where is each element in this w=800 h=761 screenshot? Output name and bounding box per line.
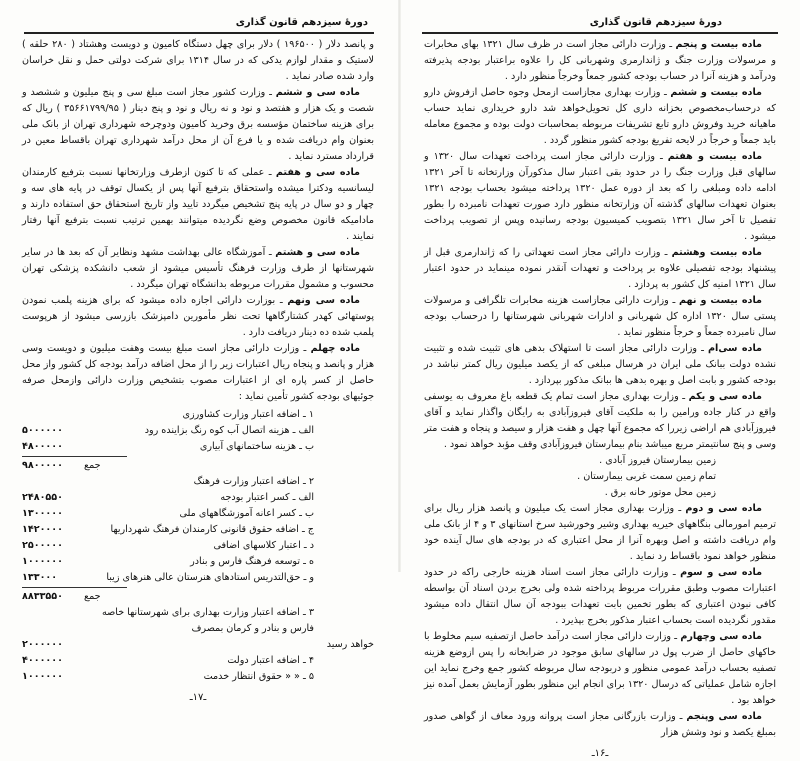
budget-amount: ۱۳۳۰۰۰ xyxy=(22,572,58,583)
budget-amount: ۹۸۰۰۰۰۰ xyxy=(22,460,63,471)
budget-row xyxy=(22,653,374,669)
article-body: ـ وزارت کشور مجاز است مبلغ سی و پنج میلیون و ششصد و شصت و یک هزار و هفتصد و نود و نه ریال و نود و پنج دینار ( ۳۵۶۶۱۷۹۹/۹۵ ) ریال که برای هزینه ساختمان مؤسسه برق وخرید کامیون ودوچرخه شهرداری تهران از بانک ملی بعنوان وام دریافت شده و یا فرع آن از محل درآمد شهرداری تهران باقساط معین در قرارداد مسترد نماید . xyxy=(22,87,374,162)
header-rule xyxy=(422,32,778,34)
budget-label: جمع xyxy=(84,460,101,471)
budget-row xyxy=(22,538,374,554)
article-heading: ماده سی و دوم xyxy=(685,503,762,514)
budget-list xyxy=(22,407,374,685)
running-head: دورهٔ سیزدهم قانون گذاری xyxy=(589,17,722,28)
article-heading: ماده سی و ششم xyxy=(275,87,360,98)
article-paragraph xyxy=(424,245,776,293)
article-body: ـ وزارت دارائی مجاز است درآمد حاصل ازتصفیه سیم مخلوط با خاکهای حاصل از ضرب پول در سالهای سابق موجود در ضرابخانه را پس ازوضع هزینه تصفیه بحساب درآمد عمومی منظور و دربودجه سال مربوطه کشور جمع وخرج نماید این اجازه شامل عملیاتی که درسال ۱۳۲۰ برای انجام این منظور بطور آزمایش بعمل آمده نیز خواهد بود . xyxy=(424,631,776,706)
budget-label: خواهد رسید xyxy=(326,639,374,650)
budget-amount: ۲۵۰۰۰۰۰ xyxy=(22,540,63,551)
left-paragraphs xyxy=(22,37,374,405)
land-list-item: زمین بیمارستان فیروز آبادی . xyxy=(599,455,716,466)
article-body: ـ وزارت بهداری مجازاست ازمحل وجوه حاصل ازفروش دارو که درحساب‌مخصوص بخزانه داری کل تحویل‌خواهد شد دارو خریداری نماید حساب ماهیانه خرید وفروش دارو تابع تشریفات مربوطه بمحاسبات دولت بوده و مجموع معامله باید جمعاً و خرجاً در لایحه تفریغ بودجه کشور منظور گردد . xyxy=(424,87,776,146)
article-heading: ماده سی و هشتم xyxy=(275,247,360,258)
article-body: ـ وزارت دارائی مجاز است تا استهلاک بدهی های تثبیت شده و تثبیت نشده دولت ببانک ملی ایران در هرسال مبلغی که از یکصد میلیون ریال کمتر نباشد در بودجه کشور و بابت اصل و بهره بدهی ها ببانک مذکور بپردازد . xyxy=(424,343,776,386)
article-heading: ماده سی وچهارم xyxy=(680,631,762,642)
budget-amount: ۵۰۰۰۰۰۰ xyxy=(22,425,63,436)
budget-label: الف ـ کسر اعتبار بودجه xyxy=(220,492,314,503)
budget-row xyxy=(22,637,374,653)
left-page xyxy=(0,0,400,703)
article-body: ـ عملی که تا کنون ازطرف وزارتخانها نسبت بترفیع کارمندان لیسانسیه ودکترا میشده واستحقاق بترفیع آنها پس از یکسال توقف در پایه های سه و چهار و دو سال در پایه پنج تشخیص میگردد تایید واز تاریخ استحقاق حق استفاده دارند و مادامیکه قانون مخصوص وضع نگردیده میتوانند بهمین ترتیب نسبت بترفیع آنها رفتار نمایند . xyxy=(22,167,374,242)
budget-amount: ۴۰۰۰۰۰۰ xyxy=(22,655,63,666)
article-paragraph xyxy=(22,37,374,85)
article-heading: ماده سی‌ام xyxy=(708,343,762,354)
header-rule xyxy=(24,32,374,34)
right-paragraphs xyxy=(424,37,776,741)
budget-label: ۲ ـ اضافه اعتبار وزارت فرهنگ xyxy=(193,476,314,487)
article-heading: ماده بیست وهشتم xyxy=(671,247,762,258)
article-paragraph xyxy=(424,629,776,709)
right-page xyxy=(400,0,800,759)
budget-amount: ۱۴۲۰۰۰۰ xyxy=(22,524,63,535)
budget-amount: ۱۰۰۰۰۰۰ xyxy=(22,556,63,567)
sum-rule xyxy=(22,456,127,457)
article-heading: ماده سی و سوم xyxy=(680,567,763,578)
article-body: ـ وزارت دارائی مجاز است اسناد هزینه خارجی راکه در حدود اعتبارات مصوب وطبق مقررات مربوط پرداخته شده ولی بخرج بردن اسناد آن بواسطه کافی نبودن اعتباری که بطور تخمین بابت تعهدات ببودجه آن سال انتقال داده میشود مقدور نگردیده است بحساب اعتبار مذکور بخرج بپذیرد . xyxy=(424,567,776,626)
budget-row xyxy=(22,605,374,637)
page-number: ـ۱۶ـ xyxy=(591,748,609,759)
article-paragraph xyxy=(424,389,776,453)
budget-row xyxy=(22,407,374,423)
budget-amount: ۸۸۳۳۵۵۰ xyxy=(22,591,63,602)
left-text-column xyxy=(22,37,374,705)
page-number: ـ۱۷ـ xyxy=(189,692,207,703)
article-paragraph xyxy=(424,37,776,85)
land-list-item: زمین محل موتور خانه برق . xyxy=(604,487,716,498)
article-body: ـ آموزشگاه عالی بهداشت مشهد ونظایر آن که بعد ها در سایر شهرستانها از طرف وزارت فرهنگ تأسیس میشود از شعب دانشکده پزشکی تهران محسوب و مشمول مقررات مربوطه بدانشگاه تهران میگردد . xyxy=(22,247,374,290)
budget-row xyxy=(22,669,374,685)
article-body: ـ وزارت دارائی مجاز است پرداخت تعهدات سال ۱۳۲۰ و سالهای قبل وزارت جنگ را در حدود بقی اعتبار سال مذکورآن وزارتخانه تا آخر ۱۳۲۱ ادامه داده ومبلغی را که بعد از دوره عمل ۱۳۲۰ پرداخته میشود بحساب بودجه ۱۳۲۱ بعنوان تعهدات سالهای گذشته آن وزارتخانه منظور دارد صورت تعهدات نامبرده را بطور تفصیل تا آخر سال ۱۳۲۱ بتصویب کمیسیون بودجه رسانیده وپس از تصویب پرداخت میشود . xyxy=(424,151,777,242)
article-body: ـ بوزارت دارائی اجازه داده میشود که برای هزینه پلمب نمودن پوستهائی کهدر کشتارگاهها تحت نظر مأمورین دامپزشک بازرسی میشود از هرپوست پلمب شده ده دینار دریافت دارد . xyxy=(22,295,374,338)
budget-label: ب ـ کسر اعانه آموزشگاههای ملی xyxy=(179,508,314,519)
budget-label: ۱ ـ اضافه اعتبار وزارت کشاورزی xyxy=(182,409,314,420)
article-heading: ماده سی ونهم xyxy=(287,295,360,306)
budget-amount: ۱۰۰۰۰۰۰ xyxy=(22,671,63,682)
budget-row xyxy=(22,506,374,522)
article-paragraph xyxy=(22,245,374,293)
article-paragraph xyxy=(22,341,374,405)
article-paragraph xyxy=(424,341,776,389)
article-paragraph xyxy=(22,85,374,165)
budget-label: ۴ ـ اضافه اعتبار دولت xyxy=(227,655,314,666)
budget-row xyxy=(22,490,374,506)
budget-amount: ۱۳۰۰۰۰۰ xyxy=(22,508,63,519)
article-heading: ماده بیست و هفتم xyxy=(667,151,763,162)
article-paragraph xyxy=(424,501,776,565)
article-body: ـ وزارت بهداری مجاز است تمام یک قطعه باغ معروف به یوسفی واقع در کنار جاده ورامین را به ملکیت آقای فیروزآبادی به رایگان واگذار نماید و آقای فیروزآبادی هم اراضی زیررا که مجموع آنها چهل و هفت هزار و سیصد و پنجاه و هفت متر وسی و پنج سانتیمتر مربع میباشد بنام بیمارستان فیروزآبادی وقف مؤبد خواهد نمود . xyxy=(424,391,776,450)
budget-label: ۵ ـ « « حقوق انتظار خدمت xyxy=(203,671,314,682)
right-text-column xyxy=(424,37,776,761)
article-body: ـ وزارت دارائی مجازاست هزینه مخابرات تلگرافی و مرسولات پستی سال ۱۳۲۰ اداره کل شهربانی و ادارات شهربانی شهرستانها را درحساب بودجه سال نامبرده جمعاً و خرجاً منظور نماید . xyxy=(424,295,776,338)
budget-row xyxy=(22,474,374,490)
article-paragraph xyxy=(424,293,776,341)
article-heading: ماده بیست و پنجم xyxy=(675,39,762,50)
sum-rule xyxy=(22,587,127,588)
budget-row xyxy=(22,522,374,538)
article-heading: ماده سی وپنجم xyxy=(686,711,762,722)
article-body: ـ وزارت دارائی مجاز است تعهداتی را که ژاندارمری قبل از پیشنهاد بودجه تفصیلی علاوه بر پرداخت و تعهدات آنقدر نموده مینماید در حدود اعتبار سال ۱۳۲۱ امنیه کل کشور به پردازد . xyxy=(424,247,776,290)
budget-label: ه ـ توسعه فرهنگ فارس و بنادر xyxy=(190,556,314,567)
budget-label: الف ـ هزینه اتصال آب کوه رنگ بزاینده رود xyxy=(144,425,314,436)
article-body: ـ وزارت بازرگانی مجاز است پروانه ورود معاف از گواهی صدور بمبلغ یکصد و نود وشش هزار xyxy=(424,711,776,738)
article-heading: ماده بیست و ششم xyxy=(670,87,762,98)
article-paragraph xyxy=(22,165,374,245)
budget-label: ب ـ هزینه ساختمانهای آبیاری xyxy=(199,441,314,452)
article-heading: ماده بیست و نهم xyxy=(678,295,762,306)
article-body: ـ وزارت بهداری مجاز است یک میلیون و پانصد هزار ریال برای ترمیم امورمالی بنگاههای خیریه بهداری وشیر وخورشید سرخ استانهای ۳ و ۴ از بانک ملی وام دریافت داشته و اصل وبهره آنرا از محل اعتباری که در بودجه های سال آینده خود منظور خواهد نمود باقساط رد نماید . xyxy=(424,503,777,562)
article-heading: ماده سی و هفتم xyxy=(275,167,361,178)
budget-row xyxy=(22,423,374,439)
budget-amount: ۲۴۸۰۵۵۰ xyxy=(22,492,63,503)
article-body: و پانصد دلار ( ۱۹۶۵۰۰ ) دلار برای چهل دستگاه کامیون و دویست وهشتاد ( ۲۸۰ حلقه ) لاستیک و مقدار لوازم یدکی که در سال ۱۳۱۴ برای شرکت دولتی حمل و نقل خراسان وارد شده صادر نماید . xyxy=(22,39,374,82)
budget-row xyxy=(22,554,374,570)
budget-total-row xyxy=(22,458,374,474)
article-paragraph xyxy=(22,293,374,341)
article-heading: ماده سی و یکم xyxy=(688,391,762,402)
article-paragraph xyxy=(424,149,776,245)
article-paragraph xyxy=(424,565,776,629)
article-paragraph xyxy=(424,709,776,741)
running-head: دورهٔ سیزدهم قانون گذاری xyxy=(235,17,368,28)
budget-label: و ـ حق‌التدریس استادهای هنرستان عالی هنرهای زیبا xyxy=(106,572,314,583)
land-list-item: تمام زمین سمت غربی بیمارستان . xyxy=(577,471,716,482)
article-body: ـ وزارت دارائی مجاز است در ظرف سال ۱۳۲۱ بهای مخابرات و مرسولات وزارت جنگ و ژاندارمری وشهربانی کل را علاوه براعتبار بودجه پذیرفته ودرآمد و هزینه آنرا در حساب بودجه کشور جمعاً وخرجاً منظور دارد . xyxy=(424,39,776,82)
budget-total-row xyxy=(22,589,374,605)
budget-label: ۳ ـ اضافه اعتبار وزارت بهداری برای شهرستانها خاصه فارس و بنادر و کرمان بمصرف xyxy=(101,607,314,634)
budget-row xyxy=(22,439,374,455)
budget-label: د ـ اعتبار کلاسهای اضافی xyxy=(213,540,314,551)
budget-label: ج ـ اضافه حقوق قانونی کارمندان فرهنگ شهرداریها xyxy=(110,524,314,535)
budget-amount: ۲۰۰۰۰۰۰ xyxy=(22,639,63,650)
article-body: ـ وزارت دارائی مجاز است مبلغ بیست وهفت میلیون و دویست وسی هزار و پانصد و پنجاه ریال اعتبارات زیر را از محل اضافه درآمد بودجه کل کشور واز محل حاصل از کسر پاره ای از اعتبارات مصوب بتشخیص وزارت دارائی وازمحل صرفه جوئیهای بودجه کشور تأمین نماید : xyxy=(22,343,374,402)
budget-label: جمع xyxy=(84,591,101,602)
budget-row xyxy=(22,570,374,586)
budget-amount: ۴۸۰۰۰۰۰ xyxy=(22,441,63,452)
article-heading: ماده چهلم xyxy=(310,343,361,354)
article-paragraph xyxy=(424,85,776,149)
